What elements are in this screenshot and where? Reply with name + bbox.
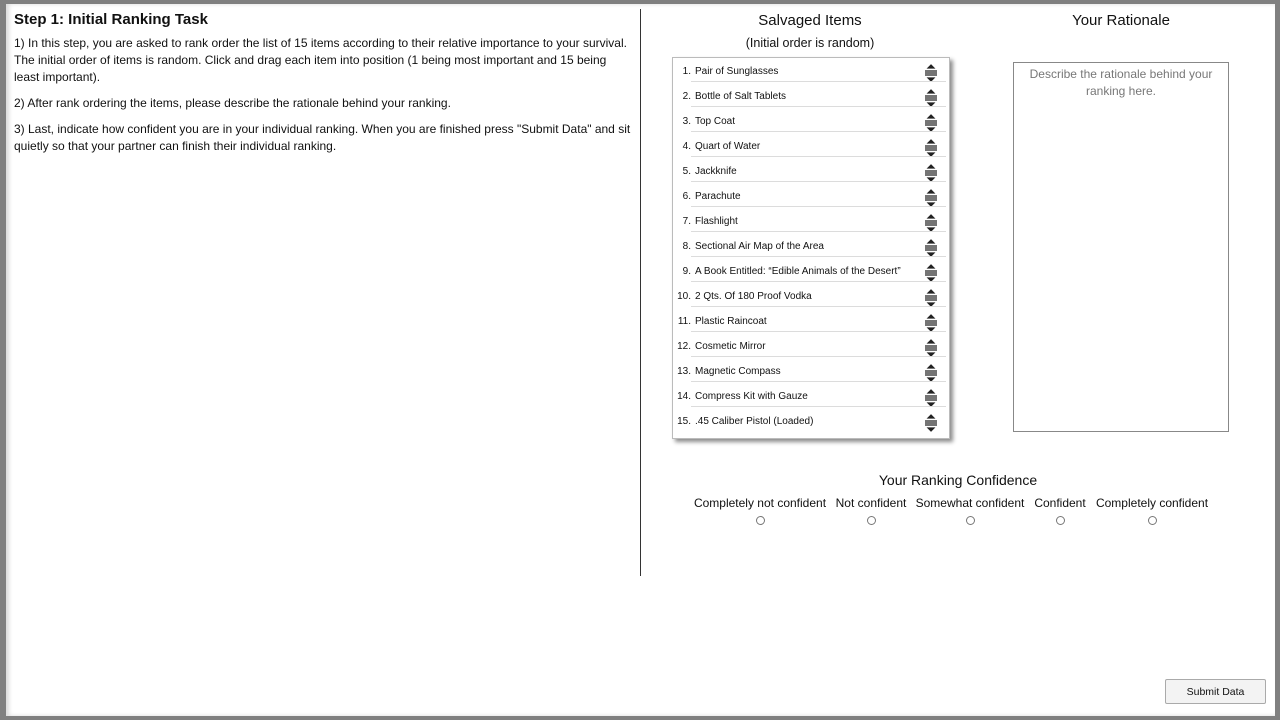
instruction-step-1: 1) In this step, you are asked to rank order the list of 15 items according to their relative importance to your survival. The initial order of items is random. Click and drag each item into position (1 being most important and 15 being least important). [14, 36, 627, 84]
rank-number: 13. [677, 366, 691, 377]
confidence-option-label: Completely confident [1095, 496, 1209, 510]
salvaged-items-title: Salvaged Items [758, 12, 862, 29]
item-label: Plastic Raincoat [695, 316, 767, 327]
rank-number: 5. [682, 166, 691, 177]
drag-handle-icon[interactable] [924, 289, 938, 307]
drag-handle-icon[interactable] [924, 414, 938, 432]
rank-number: 2. [682, 91, 691, 102]
drag-handle-icon[interactable] [924, 164, 938, 182]
list-item[interactable] [673, 133, 949, 158]
item-label: Compress Kit with Gauze [695, 391, 808, 402]
page-title: Step 1: Initial Ranking Task [14, 11, 208, 28]
drag-handle-icon[interactable] [924, 189, 938, 207]
panel-divider [640, 9, 641, 576]
drag-handle-icon[interactable] [924, 389, 938, 407]
list-item[interactable] [673, 333, 949, 358]
drag-handle-icon[interactable] [924, 139, 938, 157]
list-item[interactable] [673, 408, 949, 433]
list-item[interactable] [673, 308, 949, 333]
confidence-radio[interactable] [867, 516, 876, 525]
confidence-option-label: Somewhat confident [915, 496, 1025, 510]
drag-handle-icon[interactable] [924, 214, 938, 232]
instruction-step-2: 2) After rank ordering the items, please describe the rationale behind your ranking. [14, 96, 451, 110]
list-item[interactable] [673, 358, 949, 383]
row-divider [691, 281, 946, 282]
confidence-radio[interactable] [756, 516, 765, 525]
item-label: Bottle of Salt Tablets [695, 91, 786, 102]
confidence-option-label: Completely not confident [693, 496, 827, 510]
rank-number: 4. [682, 141, 691, 152]
row-divider [691, 106, 946, 107]
row-divider [691, 156, 946, 157]
rationale-textarea[interactable] [1013, 62, 1229, 432]
drag-handle-icon[interactable] [924, 314, 938, 332]
list-item[interactable] [673, 58, 949, 83]
list-item[interactable] [673, 233, 949, 258]
list-item[interactable] [673, 283, 949, 308]
drag-handle-icon[interactable] [924, 239, 938, 257]
rank-number: 15. [677, 416, 691, 427]
row-divider [691, 306, 946, 307]
rank-number: 8. [682, 241, 691, 252]
item-label: .45 Caliber Pistol (Loaded) [695, 416, 814, 427]
item-label: Magnetic Compass [695, 366, 781, 377]
confidence-radio[interactable] [1056, 516, 1065, 525]
sortable-item-list [672, 57, 950, 439]
instructions-panel [14, 11, 632, 164]
rank-number: 10. [677, 291, 691, 302]
item-label: Parachute [695, 191, 741, 202]
row-divider [691, 256, 946, 257]
list-item[interactable] [673, 158, 949, 183]
item-label: Quart of Water [695, 141, 761, 152]
row-divider [691, 331, 946, 332]
confidence-radio[interactable] [966, 516, 975, 525]
row-divider [691, 181, 946, 182]
row-divider [691, 406, 946, 407]
drag-handle-icon[interactable] [924, 114, 938, 132]
confidence-option-label: Not confident [835, 496, 907, 510]
list-item[interactable] [673, 383, 949, 408]
rationale-title: Your Rationale [1072, 12, 1170, 29]
confidence-title: Your Ranking Confidence [878, 472, 1038, 488]
rank-number: 9. [682, 266, 691, 277]
rank-number: 6. [682, 191, 691, 202]
rank-number: 14. [677, 391, 691, 402]
row-divider [691, 356, 946, 357]
row-divider [691, 381, 946, 382]
list-item[interactable] [673, 83, 949, 108]
row-divider [691, 206, 946, 207]
confidence-option-confident[interactable] [1028, 496, 1092, 525]
confidence-option-somewhat-confident[interactable] [912, 496, 1028, 525]
drag-handle-icon[interactable] [924, 364, 938, 382]
confidence-option-not-confident[interactable] [830, 496, 912, 525]
confidence-option-completely-not-confident[interactable] [688, 496, 832, 525]
confidence-radio[interactable] [1148, 516, 1157, 525]
confidence-option-completely-confident[interactable] [1092, 496, 1212, 525]
item-label: Jackknife [695, 166, 737, 177]
item-label: Top Coat [695, 116, 736, 127]
instruction-step-3: 3) Last, indicate how confident you are in your individual ranking. When you are finished press "Submit Data" and sit quietly so that your partner can finish their individual ranking. [14, 122, 631, 153]
drag-handle-icon[interactable] [924, 339, 938, 357]
rank-number: 11. [677, 316, 691, 327]
list-item[interactable] [673, 208, 949, 233]
item-label: Sectional Air Map of the Area [695, 241, 824, 252]
list-item[interactable] [673, 108, 949, 133]
salvaged-items-subtitle: (Initial order is random) [745, 36, 875, 50]
confidence-option-label: Confident [1034, 496, 1086, 510]
row-divider [691, 81, 946, 82]
drag-handle-icon[interactable] [924, 89, 938, 107]
row-divider [691, 231, 946, 232]
drag-handle-icon[interactable] [924, 64, 938, 82]
item-label: Pair of Sunglasses [695, 66, 779, 77]
drag-handle-icon[interactable] [924, 264, 938, 282]
item-label: Flashlight [695, 216, 738, 227]
rank-number: 7. [682, 216, 691, 227]
row-divider [691, 131, 946, 132]
item-label: A Book Entitled: “Edible Animals of the Desert” [695, 266, 901, 277]
item-label: Cosmetic Mirror [695, 341, 766, 352]
submit-data-button[interactable]: Submit Data [1165, 679, 1266, 704]
item-label: 2 Qts. Of 180 Proof Vodka [695, 291, 812, 302]
list-item[interactable] [673, 258, 949, 283]
rank-number: 1. [682, 66, 691, 77]
rank-number: 12. [677, 341, 691, 352]
rank-number: 3. [682, 116, 691, 127]
list-item[interactable] [673, 183, 949, 208]
